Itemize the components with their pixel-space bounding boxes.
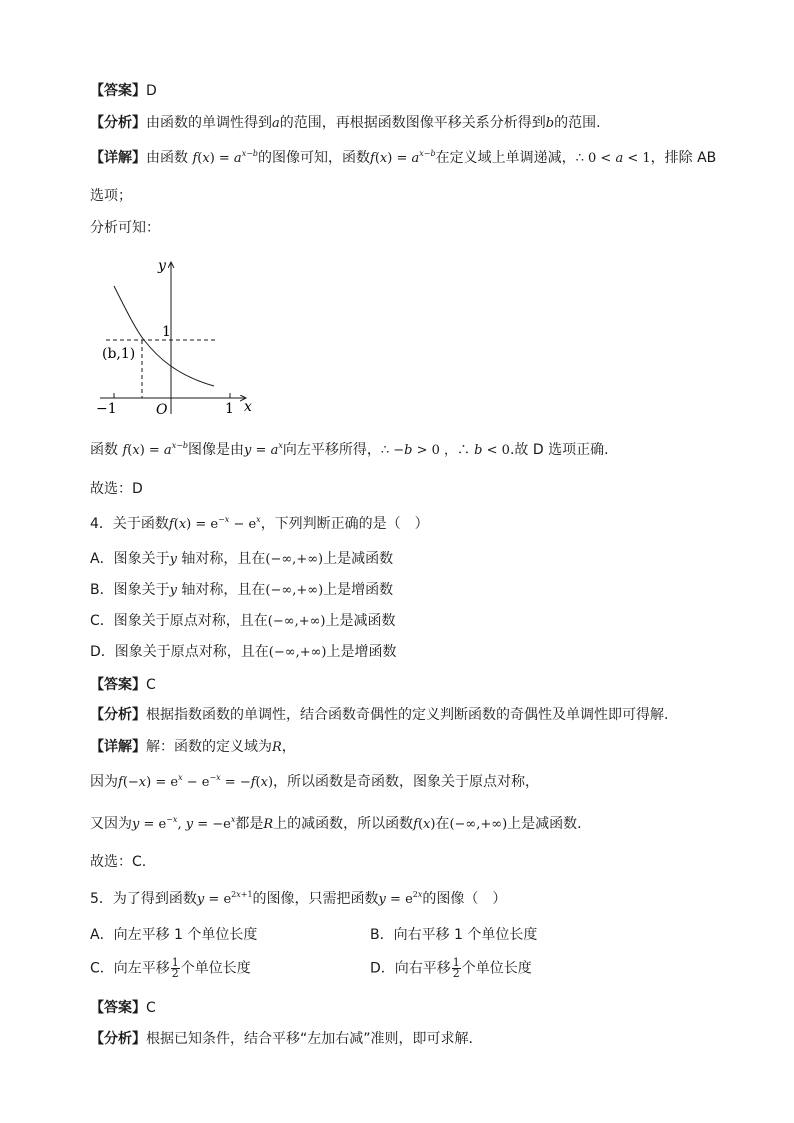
option-text: 个单位长度: [461, 960, 532, 977]
analysis-text: 根据指数函数的单调性，结合函数奇偶性的定义判断函数的奇偶性及单调性即可得解.: [146, 707, 669, 723]
interval: (−∞,+∞): [265, 583, 324, 598]
analysis-text: 的范围，再根据函数图像平移关系分析得到: [279, 115, 546, 131]
formula-f-ax-b: $f(x) = a^{x-b}$: [370, 149, 436, 166]
q5-option-a: A．向左平移 1 个单位长度: [90, 927, 258, 943]
option-text: 图象关于: [113, 551, 170, 567]
label-neg1: −1: [96, 401, 117, 417]
q4-option-c: [90, 611, 396, 632]
option-text: 上是增函数: [323, 582, 394, 598]
q4-because-line: [90, 772, 539, 793]
question-text: ，下列判断正确的是（ ）: [260, 516, 429, 532]
analysis-tag: 【分析】: [90, 115, 146, 131]
math-var: R: [263, 817, 274, 832]
interval: (−∞,+∞): [268, 645, 327, 660]
fraction-half: [171, 958, 180, 979]
q5-option-d: [370, 958, 532, 979]
option-letter: A．: [90, 551, 114, 567]
formula-neg-b: ∴ −b > 0 ，∴ b < 0: [380, 443, 510, 458]
q3-analysis-known: 分析可知：: [90, 220, 160, 236]
q4-also-line: [90, 814, 582, 835]
label-one-x: 1: [225, 401, 234, 417]
conclusion-text: .故 D 选项正确.: [509, 442, 609, 458]
q4-option-b: [90, 580, 393, 601]
option-text: 上是减函数: [323, 551, 394, 567]
detail-text: 在: [435, 816, 450, 832]
option-text: 个单位长度: [180, 960, 251, 977]
function-graph: [92, 252, 262, 422]
option-text: 轴对称，且在: [176, 582, 266, 598]
interval: (−∞,+∞): [267, 614, 326, 629]
option-text: 图象关于原点对称，且在: [114, 644, 269, 660]
detail-text: ，排除 AB: [650, 150, 717, 166]
q5-option-b: B．向右平移 1 个单位长度: [370, 927, 538, 943]
formula-decreasing: $y = e^{-x}$, $y = -e^x$: [132, 815, 236, 832]
option-text: C．向左平移: [90, 960, 170, 977]
math-var: a: [272, 116, 280, 131]
detail-text: 上的减函数，所以函数: [273, 816, 414, 832]
math-var: y: [169, 583, 177, 598]
fraction-half: [452, 958, 461, 979]
frac-den: 2: [452, 967, 460, 980]
q4-choose: 故选：C.: [90, 854, 147, 870]
option-letter: B．: [90, 582, 114, 598]
frac-num: 1: [171, 956, 179, 969]
detail-text: 因为: [90, 774, 118, 790]
math-var: y: [169, 552, 177, 567]
analysis-tag: 【分析】: [90, 707, 146, 723]
conclusion-text: 向左平移所得，: [282, 442, 381, 458]
formula-q4-f: $f(x) = e^{-x} - e^x$: [168, 515, 261, 532]
math-var: b: [545, 116, 555, 131]
option-text: 图象关于原点对称，且在: [113, 613, 268, 629]
formula-y-e2x1: $y = e^{2x+1}$: [196, 890, 253, 907]
q3-answer-line: [90, 81, 157, 101]
label-y: y: [158, 258, 166, 274]
conclusion-text: 函数: [90, 442, 118, 458]
formula-fx: f(x): [413, 817, 436, 832]
label-one-y: 1: [162, 324, 171, 340]
option-text: D．向右平移: [370, 960, 451, 977]
detail-text: 上是减函数.: [507, 816, 582, 832]
detail-tag: 【详解】: [90, 739, 146, 755]
q4-option-a: [90, 549, 393, 570]
frac-den: 2: [171, 967, 179, 980]
interval: (−∞,+∞): [449, 817, 508, 832]
detail-text: 又因为: [90, 816, 132, 832]
answer-value: C: [146, 677, 156, 693]
formula-odd: $f(-x) = e^x - e^{-x} = -f(x)$: [118, 773, 274, 790]
math-var: R: [272, 740, 282, 755]
q5-answer-line: [90, 998, 156, 1018]
option-text: 轴对称，且在: [176, 551, 266, 567]
analysis-text: 根据已知条件，结合平移“左加右减”准则，即可求解．: [146, 1031, 483, 1047]
detail-tag: 【详解】: [90, 150, 146, 166]
q4-analysis-line: [90, 705, 668, 725]
detail-text: 解：函数的定义域为: [146, 739, 272, 755]
option-text: 图象关于: [113, 582, 170, 598]
answer-tag: 【答案】: [90, 1000, 146, 1016]
question-text: 4．关于函数: [90, 516, 169, 532]
answer-tag: 【答案】: [90, 83, 146, 99]
analysis-text: 由函数的单调性得到: [146, 115, 272, 131]
q4-option-d: [90, 642, 397, 663]
detail-text: 的图像可知，函数: [258, 150, 371, 166]
detail-text: ，所以函数是奇函数，图象关于原点对称，: [273, 774, 540, 790]
question-text: 5．为了得到函数: [90, 891, 197, 907]
formula-a-range: ∴ 0 < a < 1: [575, 151, 651, 166]
q4-answer-line: [90, 675, 156, 695]
q5-analysis-line: [90, 1029, 483, 1049]
detail-text: 在定义域上单调递减，: [435, 150, 576, 166]
question-text: 的图像（ ）: [422, 891, 507, 907]
option-text: 上是减函数: [325, 613, 396, 629]
answer-value: C: [146, 1000, 156, 1016]
answer-tag: 【答案】: [90, 677, 146, 693]
option-letter: C．: [90, 613, 114, 629]
option-text: 上是增函数: [326, 644, 397, 660]
formula-f-ax-b: $f(x) = a^{x-b}$: [192, 149, 259, 166]
q5-stem: [90, 889, 506, 910]
q3-conclusion: [90, 440, 609, 461]
detail-text: ，: [281, 739, 296, 755]
answer-value: D: [146, 83, 157, 99]
q4-detail-line: [90, 737, 296, 758]
q3-choose: 故选：D: [90, 481, 143, 497]
analysis-text: 的范围.: [554, 115, 601, 131]
analysis-tag: 【分析】: [90, 1031, 146, 1047]
formula-y-ax: $y = a^x$: [244, 441, 283, 458]
detail-text: 都是: [235, 816, 264, 832]
q5-option-c: [90, 958, 251, 979]
question-text: 的图像，只需把函数: [252, 891, 379, 907]
conclusion-text: 图像是由: [188, 442, 245, 458]
interval: (−∞,+∞): [265, 552, 324, 567]
q3-detail-line2: 选项；: [90, 188, 132, 204]
label-point: (b,1): [102, 346, 136, 362]
label-origin: O: [156, 402, 168, 418]
q3-detail-line: [90, 148, 716, 169]
formula-f-ax-b: $f(x) = a^{x-b}$: [122, 441, 189, 458]
q4-stem: [90, 514, 429, 535]
frac-num: 1: [452, 956, 460, 969]
formula-y-e2x: $y = e^{2x}$: [378, 890, 423, 907]
option-letter: D．: [90, 644, 115, 660]
detail-text: 由函数: [146, 150, 188, 166]
q3-analysis-line: [90, 113, 601, 134]
label-x: x: [244, 399, 252, 415]
